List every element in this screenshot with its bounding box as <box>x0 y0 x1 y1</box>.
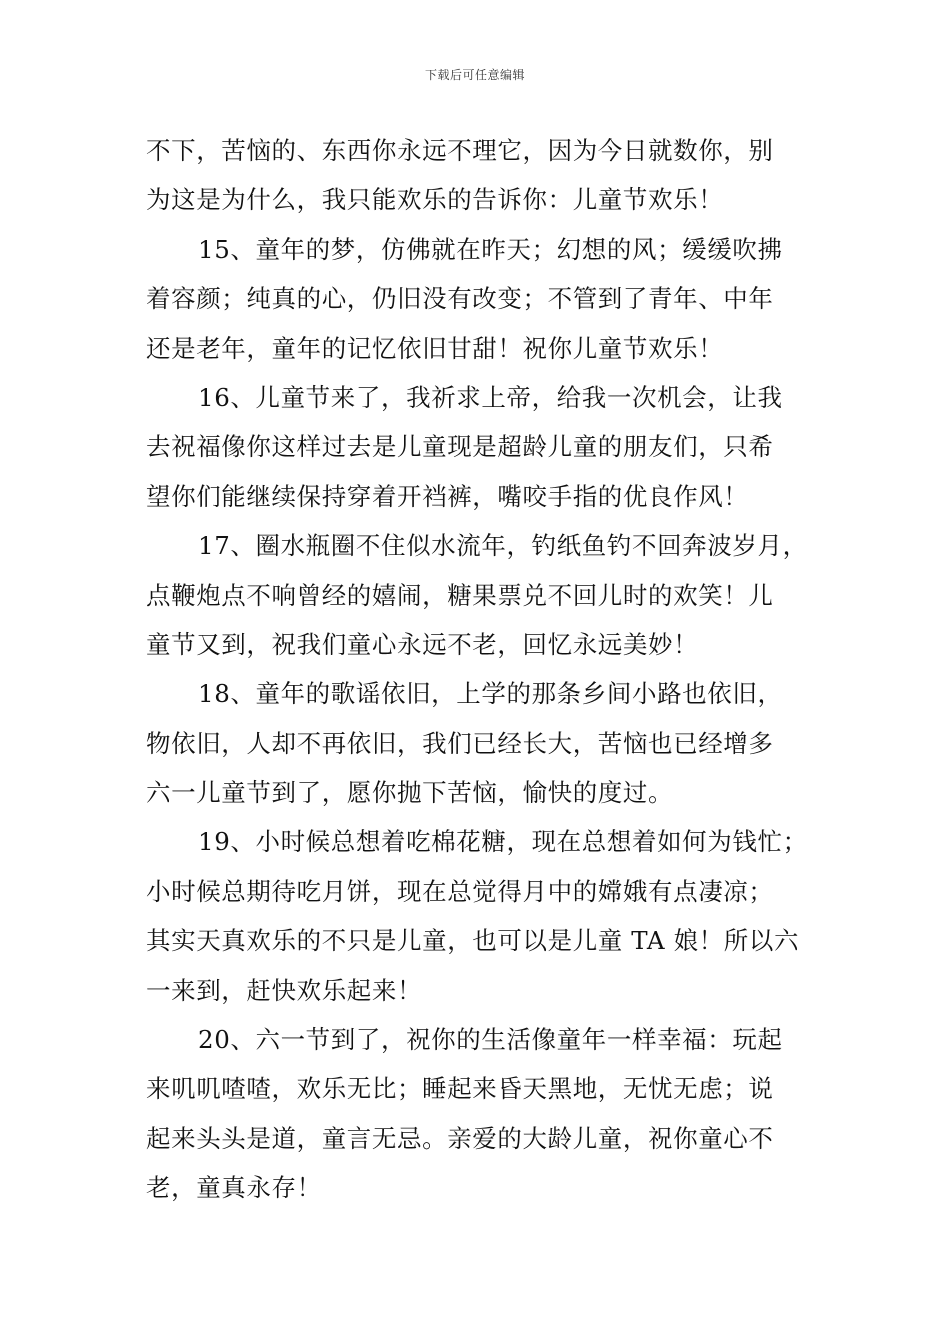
text-line: 不下，苦恼的、东西你永远不理它，因为今日就数你，别 <box>146 136 774 165</box>
text-line: 老，童真永存！ <box>146 1173 322 1203</box>
text-line: 还是老年，童年的记忆依旧甘甜！祝你儿童节欢乐！ <box>146 333 724 363</box>
text-line: 为这是为什么，我只能欢乐的告诉你：儿童节欢乐！ <box>146 185 724 215</box>
text-line: 19、小时候总想着吃棉花糖，现在总想着如何为钱忙； <box>198 827 808 857</box>
text-line: 童节又到，祝我们童心永远不老，回忆永远美妙！ <box>146 629 699 659</box>
text-line: 20、六一节到了，祝你的生活像童年一样幸福：玩起 <box>198 1025 783 1055</box>
text-line: 其实天真欢乐的不只是儿童，也可以是儿童 TA 娘！所以六 <box>146 926 800 956</box>
text-line: 着容颜；纯真的心，仍旧没有改变；不管到了青年、中年 <box>146 284 774 314</box>
text-line: 望你们能继续保持穿着开裆裤，嘴咬手指的优良作风！ <box>146 481 749 511</box>
page-header: 下载后可任意编辑 <box>424 68 525 82</box>
text-line: 去祝福像你这样过去是儿童现是超龄儿童的朋友们，只希 <box>146 432 774 462</box>
text-line: 点鞭炮点不响曾经的嬉闹，糖果票兑不回儿时的欢笑！儿 <box>146 580 774 610</box>
document-body <box>146 126 816 1213</box>
text-line: 17、圈水瓶圈不住似水流年，钓纸鱼钓不回奔波岁月， <box>198 531 808 561</box>
text-line: 16、儿童节来了，我祈求上帝，给我一次机会，让我 <box>198 382 783 412</box>
text-line: 一来到，赶快欢乐起来！ <box>146 975 423 1005</box>
text-line: 物依旧，人却不再依旧，我们已经长大，苦恼也已经增多 <box>146 728 774 758</box>
text-line: 18、童年的歌谣依旧，上学的那条乡间小路也依旧， <box>198 679 783 709</box>
text-line: 小时候总期待吃月饼，现在总觉得月中的嫦娥有点凄凉； <box>146 876 774 906</box>
text-line: 起来头头是道，童言无忌。亲爱的大龄儿童，祝你童心不 <box>146 1123 774 1153</box>
text-line: 15、童年的梦，仿佛就在昨天；幻想的风；缓缓吹拂 <box>198 234 783 264</box>
text-line: 来叽叽喳喳，欢乐无比；睡起来昏天黑地，无忧无虑；说 <box>146 1074 774 1104</box>
text-line: 六一儿童节到了，愿你抛下苦恼，愉快的度过。 <box>146 778 674 808</box>
